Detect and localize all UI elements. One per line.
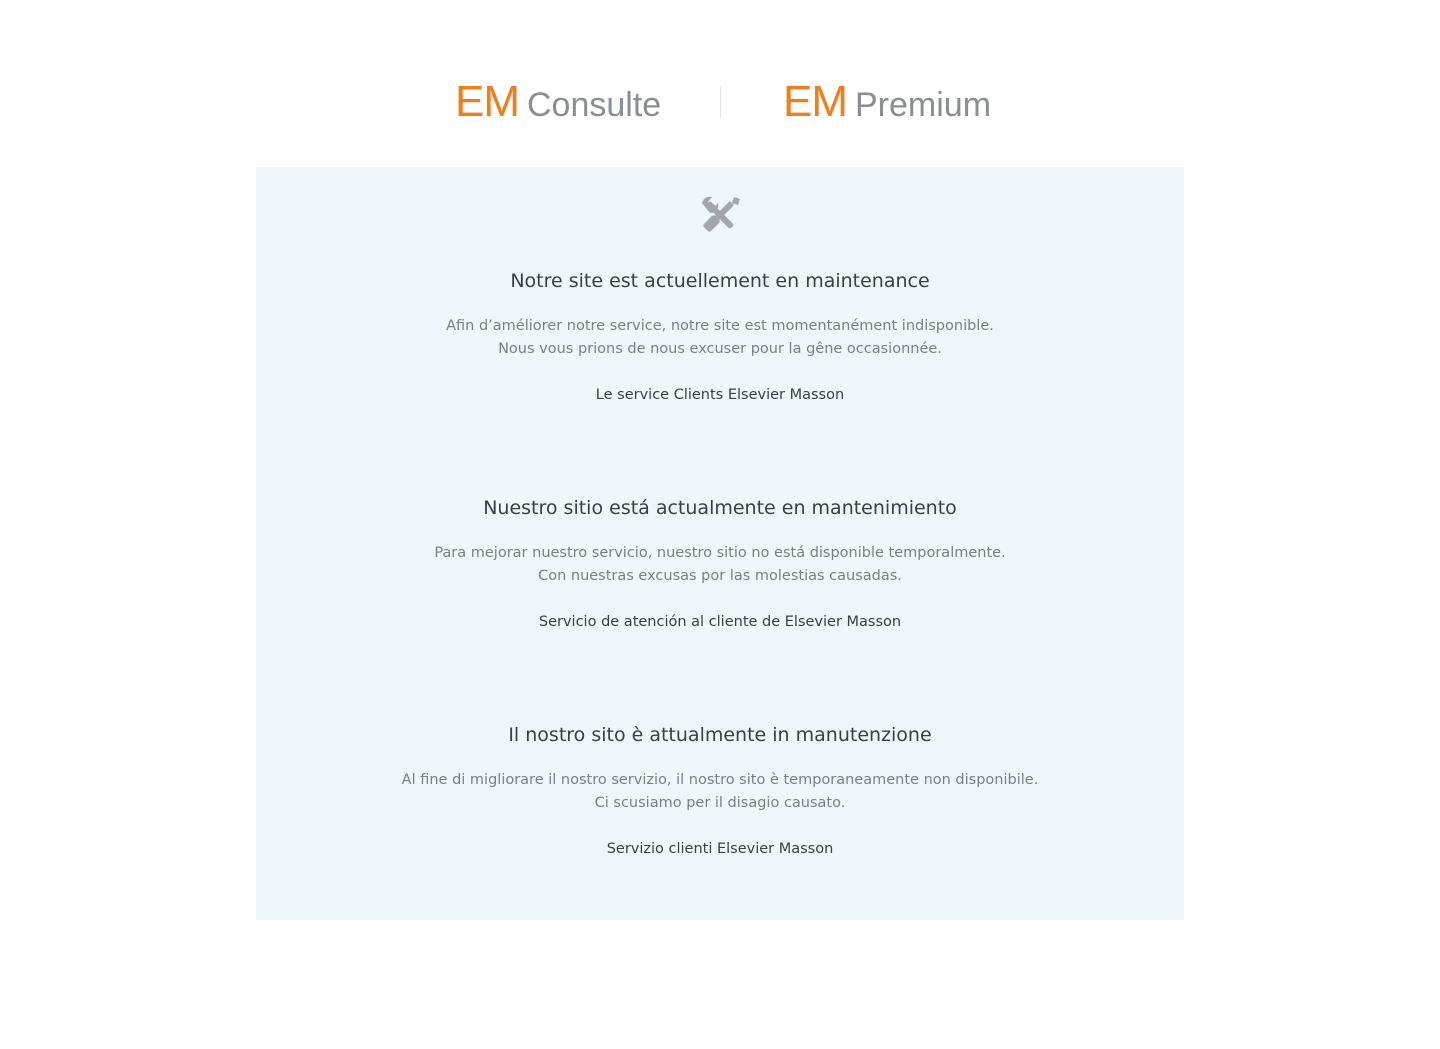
notice-title: Nuestro sitio está actualmente en mantenimiento <box>483 497 957 519</box>
notice-spanish <box>256 494 1184 634</box>
brand-header <box>0 78 1440 126</box>
logo-word: Premium <box>855 86 992 124</box>
notice-line: Afin d’améliorer notre service, notre site est momentanément indisponible. <box>446 318 994 334</box>
notice-italian <box>256 721 1184 861</box>
notice-line: Con nuestras excusas por las molestias causadas. <box>538 568 902 584</box>
notice-french <box>256 267 1184 407</box>
notice-body <box>256 769 1184 815</box>
notice-signature: Le service Clients Elsevier Masson <box>595 387 845 403</box>
logo-divider <box>720 86 721 118</box>
logo-prefix: EM <box>455 77 519 126</box>
notice-title: Il nostro sito è attualmente in manutenzione <box>508 724 932 746</box>
notice-line: Al fine di migliorare il nostro servizio, il nostro sito è temporaneamente non disponibile. <box>401 772 1039 788</box>
notice-line: Ci scusiamo per il disagio causato. <box>594 795 846 811</box>
em-premium-logo <box>783 78 991 135</box>
logo-prefix: EM <box>783 77 847 126</box>
tools-icon <box>698 195 742 235</box>
notice-line: Para mejorar nuestro servicio, nuestro sitio no está disponible temporalmente. <box>434 545 1006 561</box>
logo-word: Consulte <box>527 86 662 124</box>
em-consulte-logo <box>455 78 661 135</box>
maintenance-panel <box>256 167 1184 920</box>
notice-line: Nous vous prions de nous excuser pour la gêne occasionnée. <box>498 341 942 357</box>
notice-body <box>256 315 1184 361</box>
notice-title: Notre site est actuellement en maintenance <box>510 270 930 292</box>
notice-body <box>256 542 1184 588</box>
notice-signature: Servicio de atención al cliente de Elsevier Masson <box>538 614 902 630</box>
notice-signature: Servizio clienti Elsevier Masson <box>606 841 834 857</box>
